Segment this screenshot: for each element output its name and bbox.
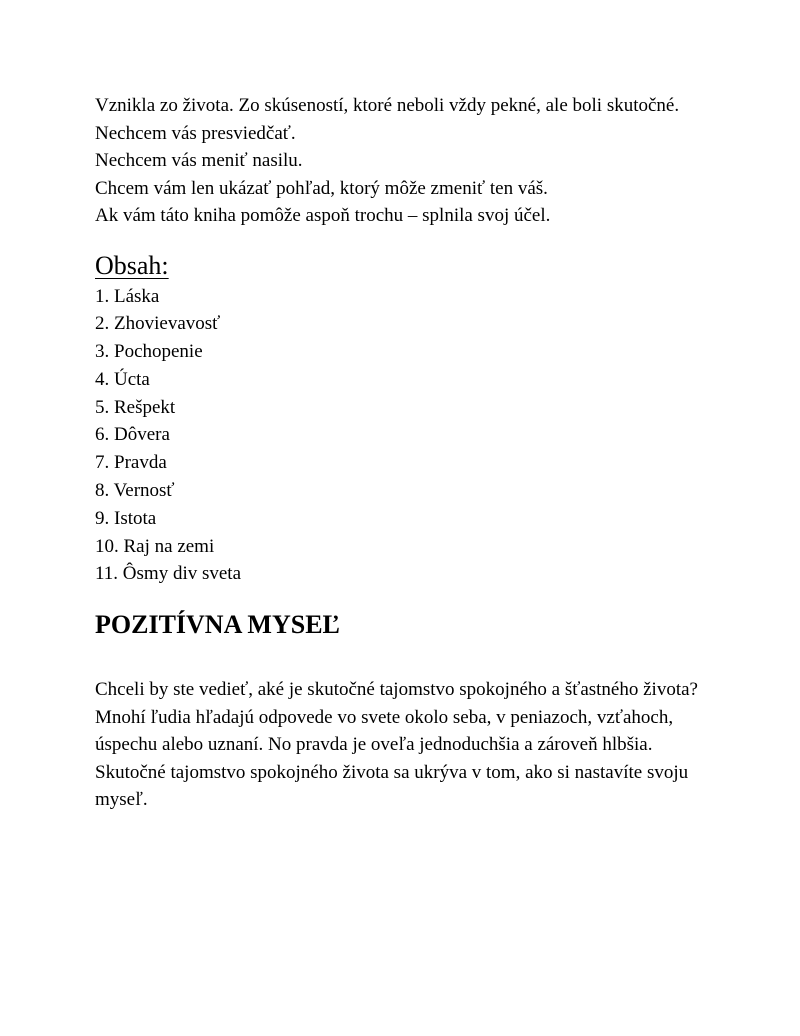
toc-item: 11. Ôsmy div sveta — [95, 563, 242, 585]
section-heading: POZITÍVNA MYSEĽ — [95, 610, 340, 640]
toc-item: 4. Úcta — [95, 368, 150, 390]
toc-item: 10. Raj na zemi — [95, 535, 215, 557]
toc-item: 9. Istota — [95, 507, 157, 529]
intro-line: Ak vám táto kniha pomôže aspoň trochu – splnila svoj účel. — [95, 205, 551, 226]
intro-line: Nechcem vás presviedčať. — [95, 122, 296, 144]
toc-list — [95, 283, 715, 589]
intro-line: Vznikla zo života. Zo skúseností, ktoré neboli vždy pekné, ale boli skutočné. — [95, 95, 680, 116]
toc-item: 7. Pravda — [95, 452, 167, 474]
toc-title: Obsah: — [95, 250, 169, 280]
toc-item: 3. Pochopenie — [95, 341, 203, 363]
toc-item: 8. Vernosť — [95, 480, 175, 502]
toc-item: 1. Láska — [95, 285, 160, 307]
document-page — [95, 92, 715, 814]
section-body — [95, 676, 715, 814]
section-paragraph: Mnohí ľudia hľadajú odpovede vo svete okolo seba, v peniazoch, vzťahoch, úspechu alebo uznaní. No pravda je oveľa jednoduchšia a zároveň hlbšia. Skutočné tajomstvo spokojného života sa ukrýva v tom, ako si nastavíte svoju myseľ. — [95, 706, 689, 811]
intro-line: Nechcem vás meniť nasilu. — [95, 150, 303, 171]
toc-item: 6. Dôvera — [95, 424, 170, 446]
intro-text — [95, 92, 715, 230]
section-paragraph: Chceli by ste vedieť, aké je skutočné tajomstvo spokojného a šťastného života? — [95, 679, 698, 701]
toc-item: 2. Zhovievavosť — [95, 313, 221, 335]
intro-line: Chcem vám len ukázať pohľad, ktorý môže zmeniť ten váš. — [95, 177, 548, 199]
toc-item: 5. Rešpekt — [95, 396, 176, 418]
